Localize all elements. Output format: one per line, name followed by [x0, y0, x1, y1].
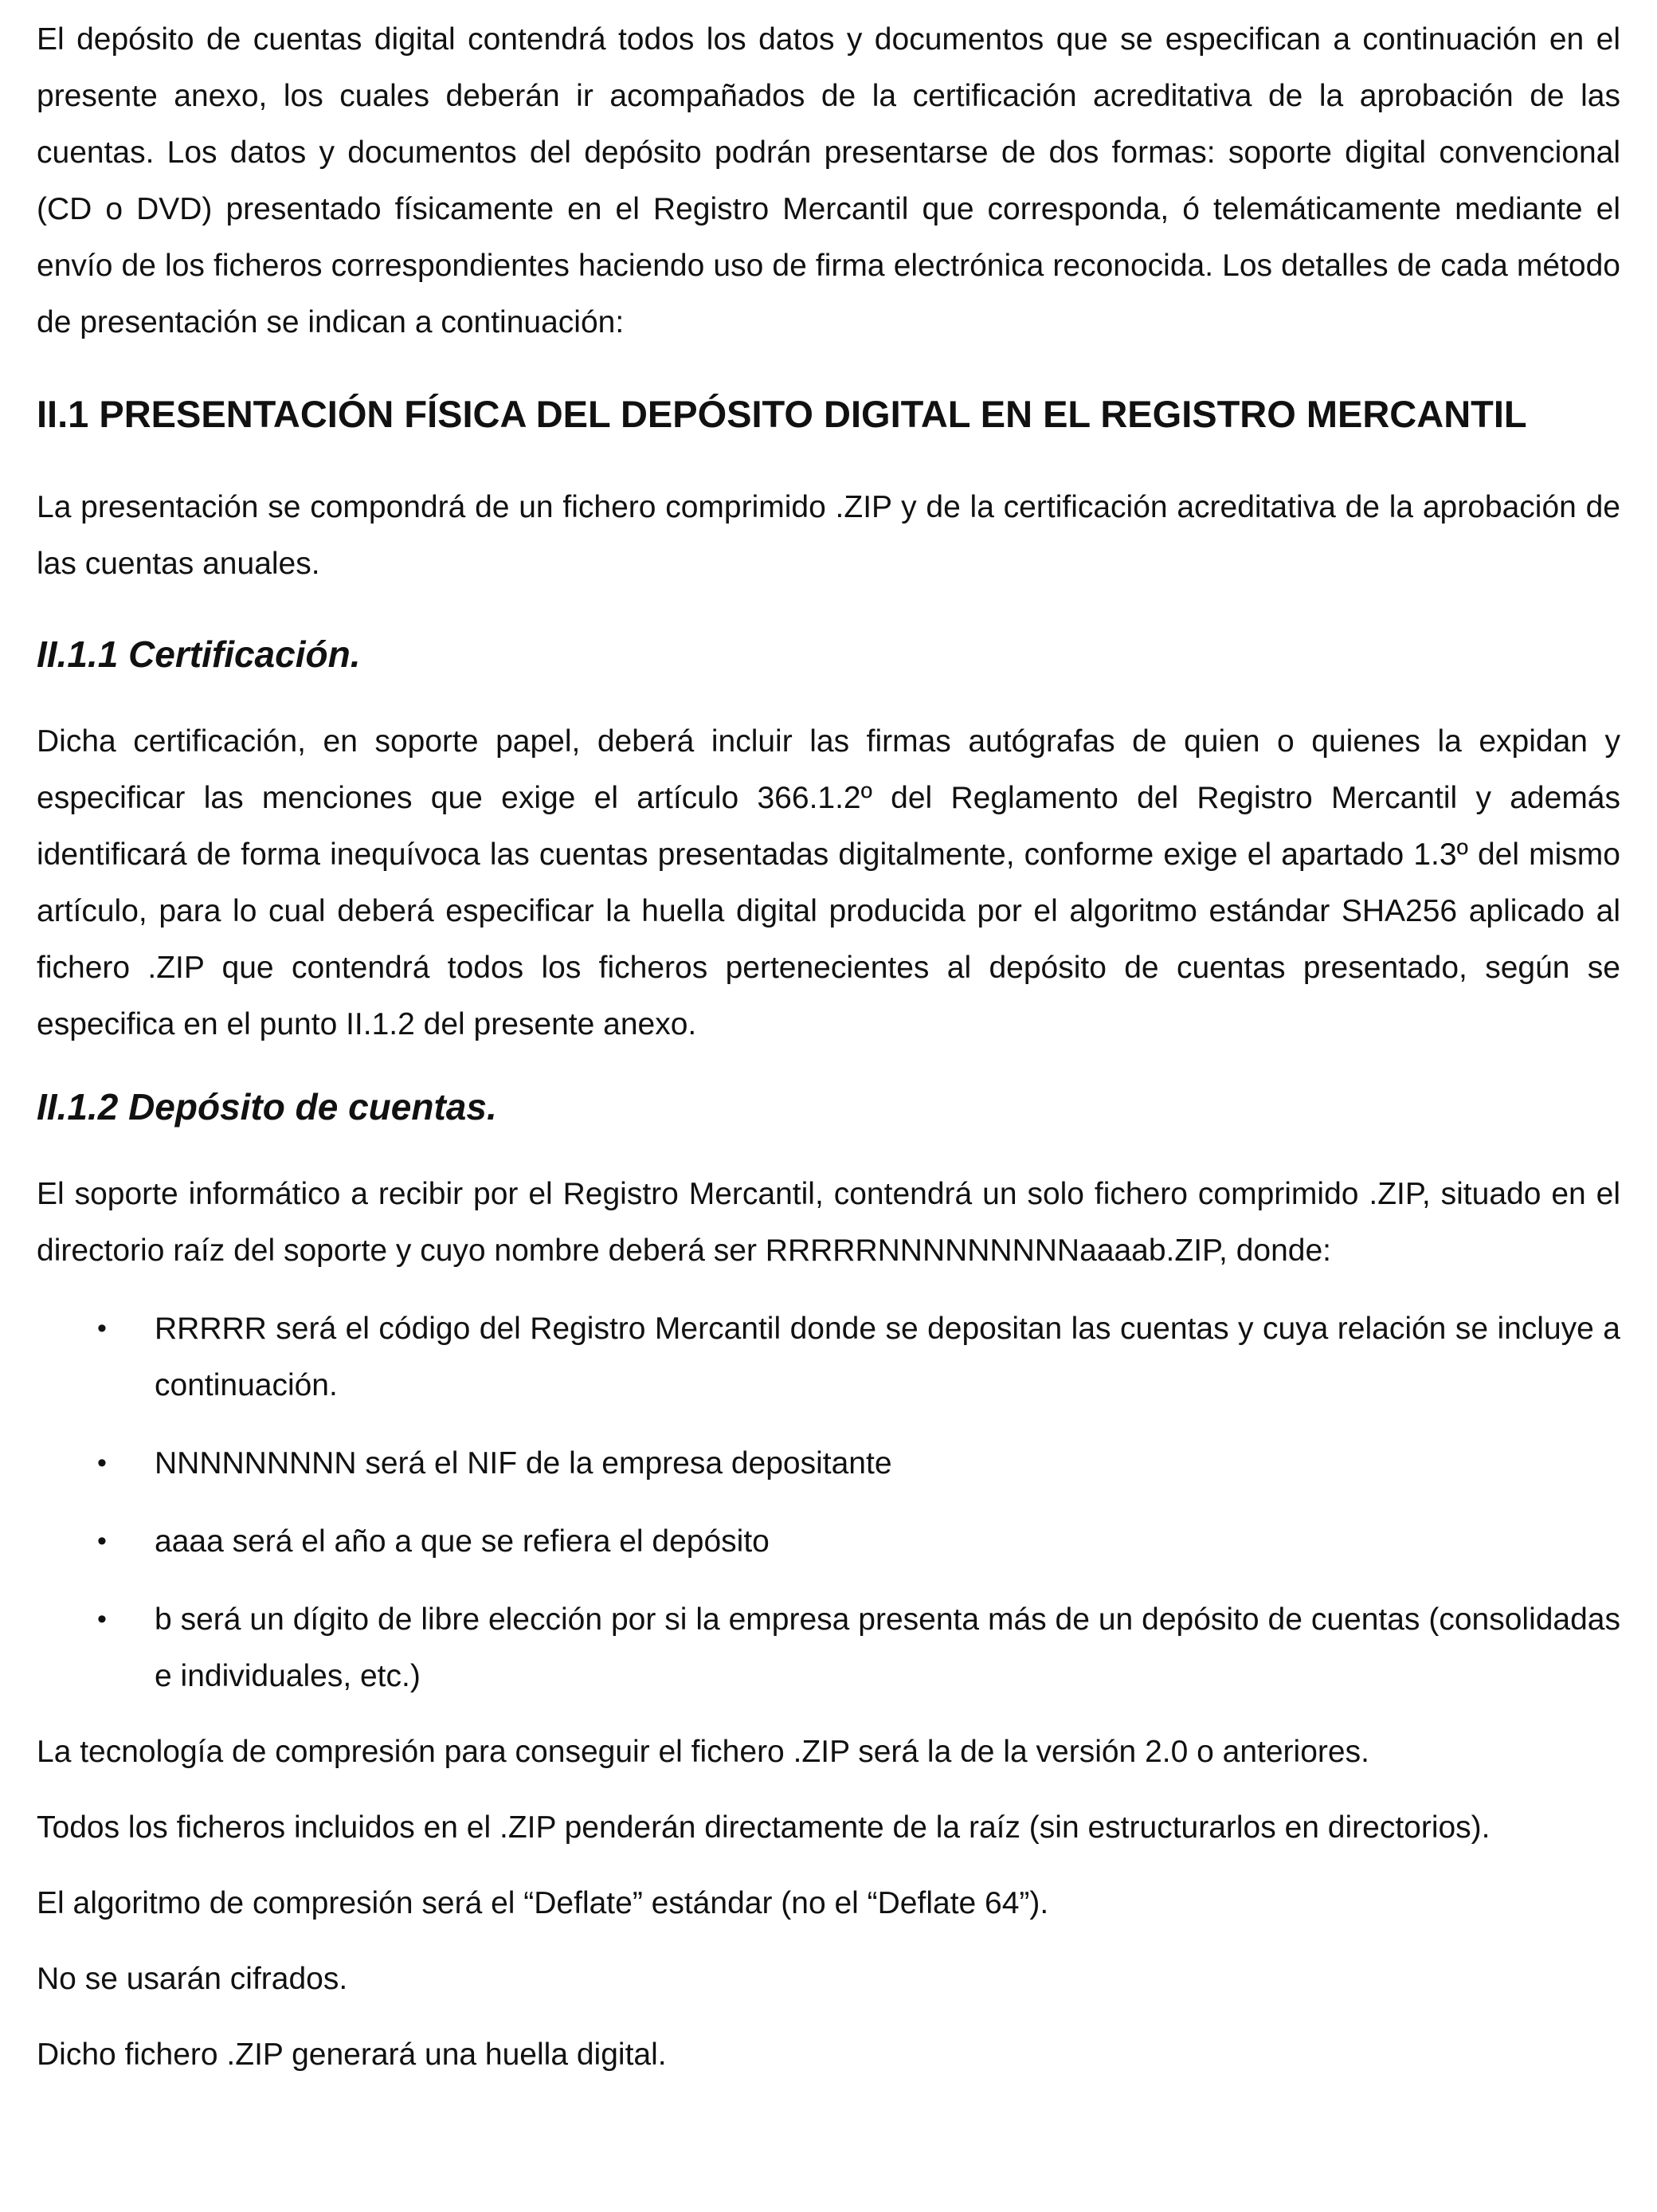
bullet-item [37, 1513, 1620, 1570]
deflate-algorithm-line: El algoritmo de compresión será el “Deflate” estándar (no el “Deflate 64”). [37, 1886, 1049, 1920]
bullet-text: RRRRR será el código del Registro Mercantil donde se depositan las cuentas y cuya relación se incluye a continuación. [155, 1312, 1620, 1402]
section-ii1-heading: II.1 PRESENTACIÓN FÍSICA DEL DEPÓSITO DIGITAL EN EL REGISTRO MERCANTIL [37, 393, 1527, 435]
bullet-dot: • [97, 1526, 107, 1556]
zip-root-line: Todos los ficheros incluidos en el .ZIP penderán directamente de la raíz (sin estructurarlos en directorios). [37, 1810, 1491, 1845]
bullet-item [37, 1435, 1620, 1492]
bullet-text: b será un dígito de libre elección por si la empresa presenta más de un depósito de cuentas (consolidadas e individuales, etc.) [155, 1602, 1620, 1693]
document-page [37, 11, 1620, 2083]
bullet-item [37, 1300, 1620, 1414]
section-ii12-heading: II.1.2 Depósito de cuentas. [37, 1086, 497, 1128]
bullet-dot: • [97, 1313, 107, 1343]
no-encryption-line: No se usarán cifrados. [37, 1962, 348, 1996]
bullet-list [37, 1300, 1620, 1704]
compression-technology-line: La tecnología de compresión para conseguir el fichero .ZIP será la de la versión 2.0 o anteriores. [37, 1735, 1369, 1769]
bullet-item [37, 1591, 1620, 1704]
section-ii12-paragraph: El soporte informático a recibir por el Registro Mercantil, contendrá un solo fichero comprimido .ZIP, situado en el directorio raíz del soporte y cuyo nombre deberá ser RRRRRNNNNNNNNNaaaab.ZIP, donde: [37, 1177, 1620, 1268]
section-ii1-paragraph: La presentación se compondrá de un fichero comprimido .ZIP y de la certificación acreditativa de la aprobación de las cuentas anuales. [37, 490, 1620, 581]
digital-fingerprint-line: Dicho fichero .ZIP generará una huella digital. [37, 2037, 667, 2072]
section-ii11-paragraph: Dicha certificación, en soporte papel, deberá incluir las firmas autógrafas de quien o quienes la expidan y especificar las menciones que exige el artículo 366.1.2º del Reglamento del Registro Mercantil y además identificará de forma inequívoca las cuentas presentadas digitalmente, conforme exige el apartado 1.3º del mismo artículo, para lo cual deberá especificar la huella digital producida por el algoritmo estándar SHA256 aplicado al fichero .ZIP que contendrá todos los ficheros pertenecientes al depósito de cuentas presentado, según se especifica en el punto II.1.2 del presente anexo. [37, 724, 1620, 1041]
bullet-text: aaaa será el año a que se refiera el depósito [155, 1524, 770, 1559]
intro-paragraph: El depósito de cuentas digital contendrá todos los datos y documentos que se especifican a continuación en el presente anexo, los cuales deberán ir acompañados de la certificación acreditativa de la aprobación de las cuentas. Los datos y documentos del depósito podrán presentarse de dos formas: soporte digital convencional (CD o DVD) presentado físicamente en el Registro Mercantil que corresponda, ó telemáticamente mediante el envío de los ficheros correspondientes haciendo uso de firma electrónica reconocida. Los detalles de cada método de presentación se indican a continuación: [37, 22, 1620, 339]
bullet-dot: • [97, 1448, 107, 1478]
bullet-dot: • [97, 1604, 107, 1634]
section-ii11-heading: II.1.1 Certificación. [37, 633, 361, 675]
bullet-text: NNNNNNNNN será el NIF de la empresa depositante [155, 1446, 892, 1481]
